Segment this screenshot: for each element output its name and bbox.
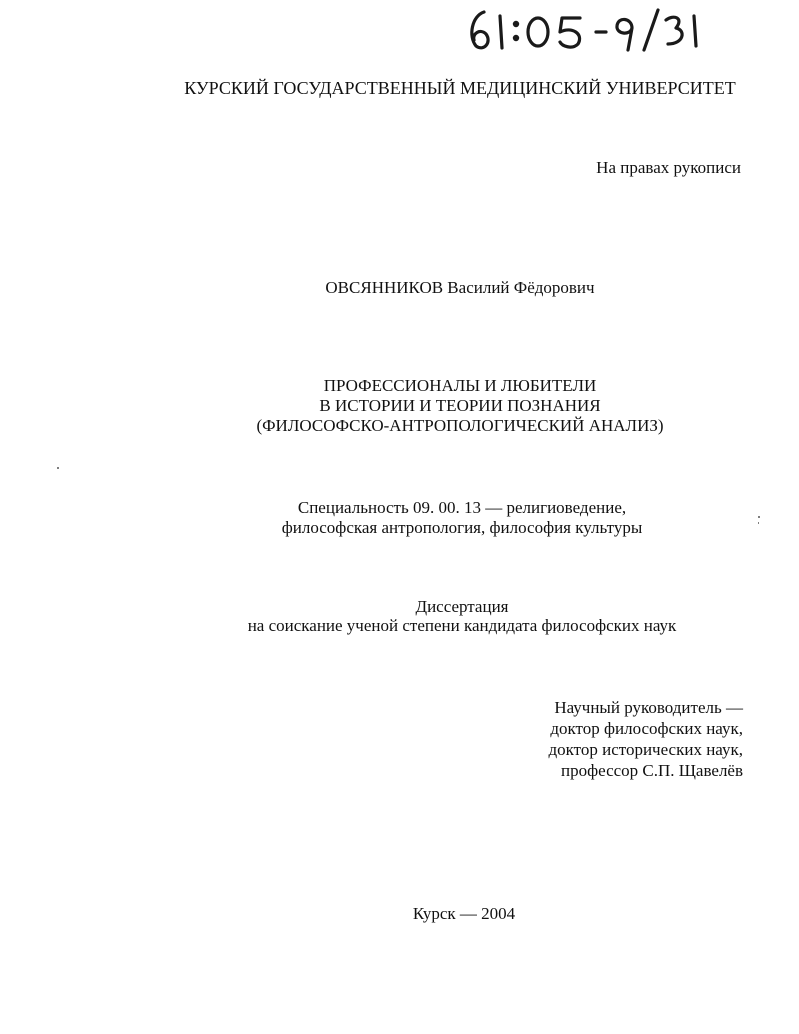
handwritten-archive-code bbox=[462, 6, 712, 54]
title-line-1: ПРОФЕССИОНАЛЫ И ЛЮБИТЕЛИ bbox=[323, 376, 597, 395]
scan-speck bbox=[758, 522, 759, 524]
specialty-line-1: Специальность 09. 00. 13 — религиоведение, bbox=[297, 498, 627, 517]
title-line-2: В ИСТОРИИ И ТЕОРИИ ПОЗНАНИЯ bbox=[319, 396, 601, 415]
scientific-supervisor bbox=[548, 697, 743, 781]
author-name: ОВСЯННИКОВ Василий Фёдорович bbox=[325, 278, 595, 297]
university-name: КУРСКИЙ ГОСУДАРСТВЕННЫЙ МЕДИЦИНСКИЙ УНИВЕРСИТЕТ bbox=[184, 78, 736, 98]
dissertation-title bbox=[0, 376, 799, 436]
specialty bbox=[0, 498, 799, 538]
city-year: Курск — 2004 bbox=[412, 904, 516, 923]
supervisor-line-2: доктор философских наук, bbox=[550, 719, 743, 738]
specialty-line-2: философская антропология, философия культуры bbox=[281, 518, 643, 537]
supervisor-line-3: доктор исторических наук, bbox=[548, 740, 743, 759]
dissertation-line-1: Диссертация bbox=[415, 597, 509, 616]
dissertation-line-2: на соискание ученой степени кандидата философских наук bbox=[247, 616, 677, 635]
title-line-3: (ФИЛОСОФСКО-АНТРОПОЛОГИЧЕСКИЙ АНАЛИЗ) bbox=[256, 416, 664, 435]
scan-speck bbox=[758, 516, 760, 518]
supervisor-line-4: профессор С.П. Щавелёв bbox=[560, 761, 743, 780]
rights-note: На правах рукописи bbox=[596, 158, 741, 177]
supervisor-line-1: Научный руководитель — bbox=[554, 698, 743, 717]
dissertation-type bbox=[0, 597, 799, 635]
scan-speck bbox=[57, 467, 59, 469]
